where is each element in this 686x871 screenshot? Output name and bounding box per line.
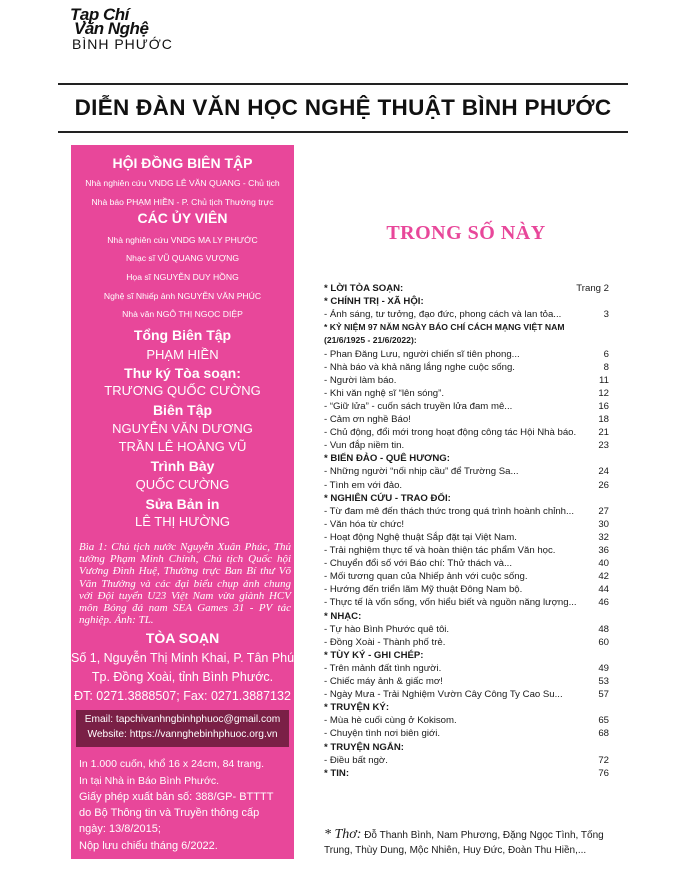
toc-entry-page: 24 xyxy=(598,466,609,478)
toc-entry-page: 6 xyxy=(603,348,609,360)
toc-entry-page: Trang 2 xyxy=(576,283,609,294)
proof-heading: Sửa Bản in xyxy=(145,496,220,512)
office-address-2: Tp. Đồng Xoài, tỉnh Bình Phước. xyxy=(91,670,274,684)
toc-entry-title: * TÙY KÝ - GHI CHÉP: xyxy=(324,649,424,661)
toc-entry-title: - Tự hào Bình Phước quê tôi. xyxy=(324,623,450,635)
toc-entry-title: - Chiếc máy ảnh & giấc mơ! xyxy=(324,676,443,687)
office-heading: TÒA SOẠN xyxy=(145,630,220,646)
pub-info-5: ngày: 13/8/2015; xyxy=(79,823,161,835)
toc-entry-title: - Những người “nối nhịp cầu” để Trường Sa... xyxy=(324,466,519,478)
poetry-authors: Đỗ Thanh Bình, Nam Phương, Đặng Ngọc Tình, Tống Trung, Thùy Dung, Mộc Nhiên, Huy Đức, Đoàn Thu Hiền,... xyxy=(324,830,604,856)
toc-entry-title: - Hoạt động Nghệ thuật Sắp đặt tại Việt Nam. xyxy=(324,531,517,543)
toc-entry-page: 11 xyxy=(599,374,609,386)
title-rule-bottom xyxy=(58,131,628,133)
toc-entry-title: * TRUYỆN KÝ: xyxy=(324,702,390,714)
member-4: Nghệ sĩ Nhiếp ảnh NGUYỄN VĂN PHÚC xyxy=(103,291,262,301)
toc-entry-page: 18 xyxy=(598,414,609,425)
toc-entry-title: - Điều bất ngờ. xyxy=(324,754,388,766)
toc-entry-title: - Chủ động, đổi mới trong hoạt động công tác Hội Nhà báo. xyxy=(324,427,577,439)
toc-entry-page: 30 xyxy=(598,518,609,530)
poetry-label: * Thơ: xyxy=(324,827,362,842)
toc-entry-page: 26 xyxy=(598,479,609,491)
toc-entry-title: - Hướng đến triển lãm Mỹ thuật Đông Nam bộ. xyxy=(324,584,523,596)
toc-entry-title: - Chuyển đổi số với Báo chí: Thử thách và... xyxy=(324,558,512,570)
board-heading: HỘI ĐỒNG BIÊN TẬP xyxy=(112,155,253,171)
office-address-1: Số 1, Nguyễn Thị Minh Khai, P. Tân Phú, xyxy=(71,651,298,665)
toc-entry-page: 44 xyxy=(598,584,609,596)
secretary-heading: Thư ký Tòa soạn: xyxy=(124,365,241,381)
members-heading: CÁC ỦY VIÊN xyxy=(137,210,228,226)
editorial-panel xyxy=(71,145,298,859)
toc-entry-title: - Mối tương quan của Nhiếp ảnh với cuộc sống. xyxy=(324,571,528,583)
toc-entry-page: 27 xyxy=(598,505,609,517)
pub-info-6: Nộp lưu chiểu tháng 6/2022. xyxy=(79,840,218,852)
toc-entry-page: 12 xyxy=(598,387,609,399)
toc-entry-title: - “Giữ lửa” - cuốn sách truyền lửa đam mê... xyxy=(324,400,513,412)
toc-entry-title: * BIỂN ĐẢO - QUÊ HƯƠNG: xyxy=(324,453,450,465)
editors-heading: Biên Tập xyxy=(152,402,213,418)
toc-entry-title: - Mùa hè cuối cùng ở Kokisom. xyxy=(324,715,457,727)
toc-entry-page: 76 xyxy=(598,767,609,779)
board-vice-chair: Nhà báo PHẠM HIỀN - P. Chủ tịch Thường trực xyxy=(91,197,274,207)
office-website[interactable]: Website: https://vannghebinhphuoc.org.vn xyxy=(87,729,278,740)
toc-entry-title: * CHÍNH TRỊ - XÃ HỘI: xyxy=(324,296,424,308)
toc-heading: TRONG SỐ NÀY xyxy=(386,222,546,244)
member-1: Nhà nghiên cứu VNDG MA LY PHƯỚC xyxy=(107,235,258,245)
toc-entry-title: - Nhà báo và khả năng lắng nghe cuộc sống. xyxy=(324,361,515,373)
toc-entry-page: 3 xyxy=(603,309,609,321)
toc-entry-title: * TRUYỆN NGẮN: xyxy=(324,741,404,753)
toc-entry-page: 8 xyxy=(603,361,609,373)
member-2: Nhạc sĩ VŨ QUANG VƯỢNG xyxy=(125,253,240,263)
toc-entry-title: - Trên mảnh đất tình người. xyxy=(324,662,442,674)
member-5: Nhà văn NGÔ THỊ NGỌC DIỆP xyxy=(122,309,243,319)
toc-entry-page: 48 xyxy=(598,623,609,635)
toc-entry-title: * NHẠC: xyxy=(324,610,362,622)
toc-entry-page: 57 xyxy=(598,689,609,701)
toc-entry-title: - Từ đam mê đến thách thức trong quá trình hoành chỉnh... xyxy=(324,505,574,517)
toc-entry-page: 65 xyxy=(598,715,609,727)
poetry-note xyxy=(324,827,614,858)
toc-entry-title: - Người làm báo. xyxy=(324,374,397,386)
toc-entry-title: - Khi văn nghệ sĩ “lên sóng”. xyxy=(324,387,444,399)
toc-entry-page: 36 xyxy=(598,545,609,556)
masthead-line-2: Văn Nghệ xyxy=(74,19,149,38)
toc-entry-title: - Ánh sáng, tư tưởng, đạo đức, phong cách và lan tỏa... xyxy=(324,309,562,321)
toc-entry-title: - Phan Đăng Lưu, người chiến sĩ tiên phong... xyxy=(324,348,520,360)
masthead-logo xyxy=(70,6,200,52)
toc-entry-title: - Tình em với đảo. xyxy=(324,479,403,491)
toc-entry-title: (21/6/1925 - 21/6/2022): xyxy=(324,335,417,346)
pub-info-3: Giấy phép xuất bản số: 388/GP- BTTTT xyxy=(79,791,274,803)
toc-entry-title: - Đồng Xoài - Thành phố trẻ. xyxy=(324,636,446,648)
toc-entry-title: - Cảm ơn nghề Báo! xyxy=(324,414,411,425)
toc-entry-title: - Vun đắp niềm tin. xyxy=(324,440,405,452)
layout-heading: Trình Bày xyxy=(150,458,215,474)
pub-info-4: do Bộ Thông tin và Truyền thông cấp xyxy=(79,807,260,819)
toc-entry-title: * NGHIÊN CỨU - TRAO ĐỔI: xyxy=(324,492,451,504)
toc-entry-page: 53 xyxy=(598,676,609,687)
board-chair: Nhà nghiên cứu VNDG LÊ VĂN QUANG - Chủ tịch xyxy=(85,178,280,188)
toc-entry-title: * TIN: xyxy=(324,767,350,779)
page-title: DIỄN ĐÀN VĂN HỌC NGHỆ THUẬT BÌNH PHƯỚC xyxy=(74,95,612,120)
cover-caption: Bìa 1: Chủ tịch nước Nguyễn Xuân Phúc, Thủ tướng Phạm Minh Chính, Chủ tịch Quốc hội Vương Đình Huệ, Thường trực Ban Bí thư Võ Văn Thưởng và các đại biểu chụp ảnh chung với Đội tuyển U23 Việt Nam vừa giành HCV môn Bóng đá nam SEA Games 31 - PV tác nghiệp. Ảnh: TL. xyxy=(79,541,291,627)
masthead-line-3: BÌNH PHƯỚC xyxy=(72,36,173,52)
masthead-line-1: Tạp Chí xyxy=(70,5,129,24)
layout-name: QUỐC CƯỜNG xyxy=(135,477,230,492)
office-phone: ĐT: 0271.3888507; Fax: 0271.3887132 xyxy=(74,689,291,703)
editor-name-2: TRẦN LÊ HOÀNG VŨ xyxy=(118,439,247,454)
secretary-name: TRƯƠNG QUỐC CƯỜNG xyxy=(104,383,261,398)
toc-entry-page: 16 xyxy=(598,400,609,412)
editor-in-chief-name: PHẠM HIỀN xyxy=(146,347,219,362)
title-rule-top xyxy=(58,83,628,85)
toc-entry-page: 68 xyxy=(598,728,609,740)
pub-info-1: In 1.000 cuốn, khổ 16 x 24cm, 84 trang. xyxy=(79,758,265,770)
toc-entry-page: 49 xyxy=(598,662,609,674)
member-3: Họa sĩ NGUYỄN DUY HỒNG xyxy=(126,272,239,282)
toc-entry-title: - Ngày Mưa - Trải Nghiệm Vườn Cây Công Ty Cao Su... xyxy=(324,689,563,701)
toc-entry-page: 60 xyxy=(598,636,609,648)
toc-entry-title: - Trải nghiệm thực tế và hoàn thiện tác phẩm Văn học. xyxy=(324,545,556,556)
editor-in-chief-heading: Tổng Biên Tập xyxy=(133,327,232,343)
pub-info-2: In tại Nhà in Báo Bình Phước. xyxy=(79,775,219,787)
toc-entry-title: - Chuyện tình nơi biên giới. xyxy=(324,728,441,740)
toc-entry-title: * LỜI TÒA SOẠN: xyxy=(324,283,404,294)
proof-name: LÊ THỊ HƯỜNG xyxy=(135,514,230,529)
toc-entry-page: 72 xyxy=(598,754,609,766)
toc-entry-page: 40 xyxy=(598,558,609,570)
toc-entry-title: - Văn hóa từ chức! xyxy=(324,518,405,530)
toc-entry-page: 23 xyxy=(598,440,609,452)
toc-entry-page: 32 xyxy=(598,531,609,543)
toc-entry-page: 21 xyxy=(598,427,609,439)
toc-entry-page: 42 xyxy=(598,571,609,583)
toc-entry-page: 46 xyxy=(598,597,609,609)
toc-entry-title: - Thực tế là vốn sống, vốn hiểu biết và nguồn năng lượng... xyxy=(324,597,577,609)
editor-name-1: NGUYỄN VĂN DƯƠNG xyxy=(112,421,253,436)
contact-strip xyxy=(76,710,289,747)
toc-entry-title: * KỶ NIỆM 97 NĂM NGÀY BÁO CHÍ CÁCH MẠNG VIỆT NAM xyxy=(324,322,565,333)
office-email[interactable]: Email: tapchivanhngbinhphuoc@gmail.com xyxy=(84,714,281,725)
